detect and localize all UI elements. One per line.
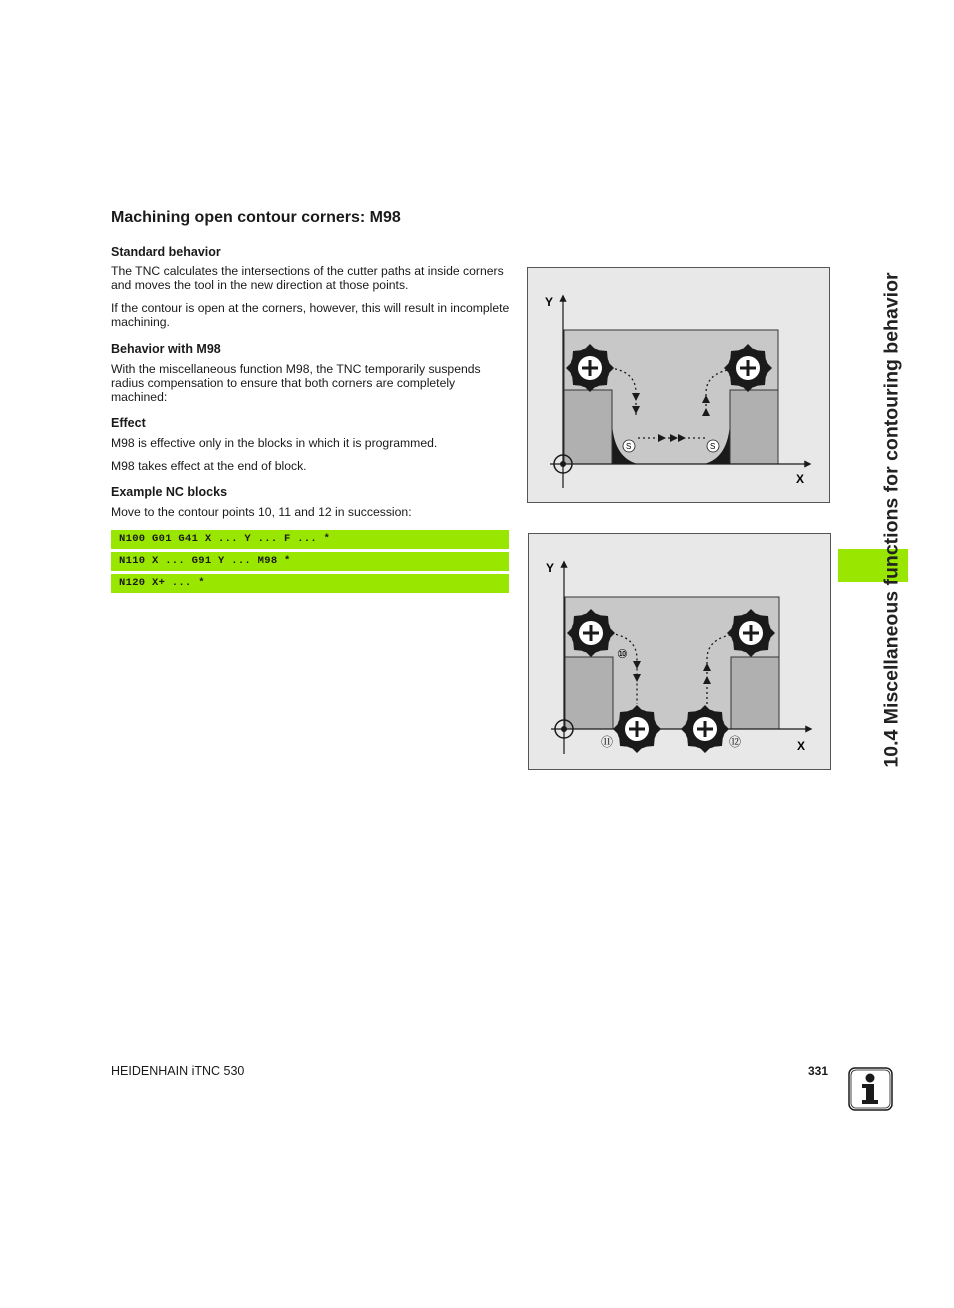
fig1-marker-s1: S (626, 442, 632, 451)
nc-block-n120: N120 X+ ... * (111, 574, 509, 593)
info-icon-graphic (848, 1067, 893, 1111)
paragraph-behavior-m98: With the miscellaneous function M98, the TNC temporarily suspends radius compensation to ensure that both corners are completely machined: (111, 362, 481, 405)
figure-standard-drawing (528, 268, 831, 504)
figure-m98-drawing (529, 534, 832, 771)
heading-standard-behavior: Standard behavior (111, 245, 221, 259)
heading-example-nc: Example NC blocks (111, 485, 228, 499)
heading-effect: Effect (111, 416, 146, 430)
chapter-title-vertical: 10.4 Miscellaneous functions for contouring behavior (880, 272, 903, 768)
heading-behavior-m98: Behavior with M98 (111, 342, 221, 356)
section-title: Machining open contour corners: M98 (111, 209, 401, 226)
paragraph-effect-2: M98 takes effect at the end of block. (111, 459, 307, 473)
nc-block-n100: N100 G01 G41 X ... Y ... F ... * (111, 530, 509, 549)
fig2-marker-12: ⑫ (729, 735, 742, 749)
paragraph-effect-1: M98 is effective only in the blocks in which it is programmed. (111, 436, 438, 450)
fig2-marker-10: ⑩ (617, 647, 628, 661)
fig1-x-axis-label: X (796, 472, 805, 486)
paragraph-standard-1: The TNC calculates the intersections of the cutter paths at inside corners and moves the tool in the new direction at those points. (111, 264, 504, 293)
fig2-marker-11: ⑪ (601, 735, 614, 749)
paragraph-standard-2: If the contour is open at the corners, however, this will result in incomplete machining. (111, 301, 510, 330)
fig1-y-axis-label: Y (545, 295, 554, 309)
fig1-marker-s2: S (710, 442, 716, 451)
fig2-y-axis-label: Y (546, 561, 555, 575)
page-number: 331 (808, 1064, 829, 1078)
figure-standard-behavior (527, 267, 830, 503)
figure-with-m98 (528, 533, 831, 770)
fig2-x-axis-label: X (797, 739, 806, 753)
paragraph-example-nc: Move to the contour points 10, 11 and 12 in succession: (111, 505, 412, 519)
info-icon (848, 1067, 893, 1111)
footer-product: HEIDENHAIN iTNC 530 (111, 1064, 245, 1078)
nc-block-n110: N110 X ... G91 Y ... M98 * (111, 552, 509, 571)
